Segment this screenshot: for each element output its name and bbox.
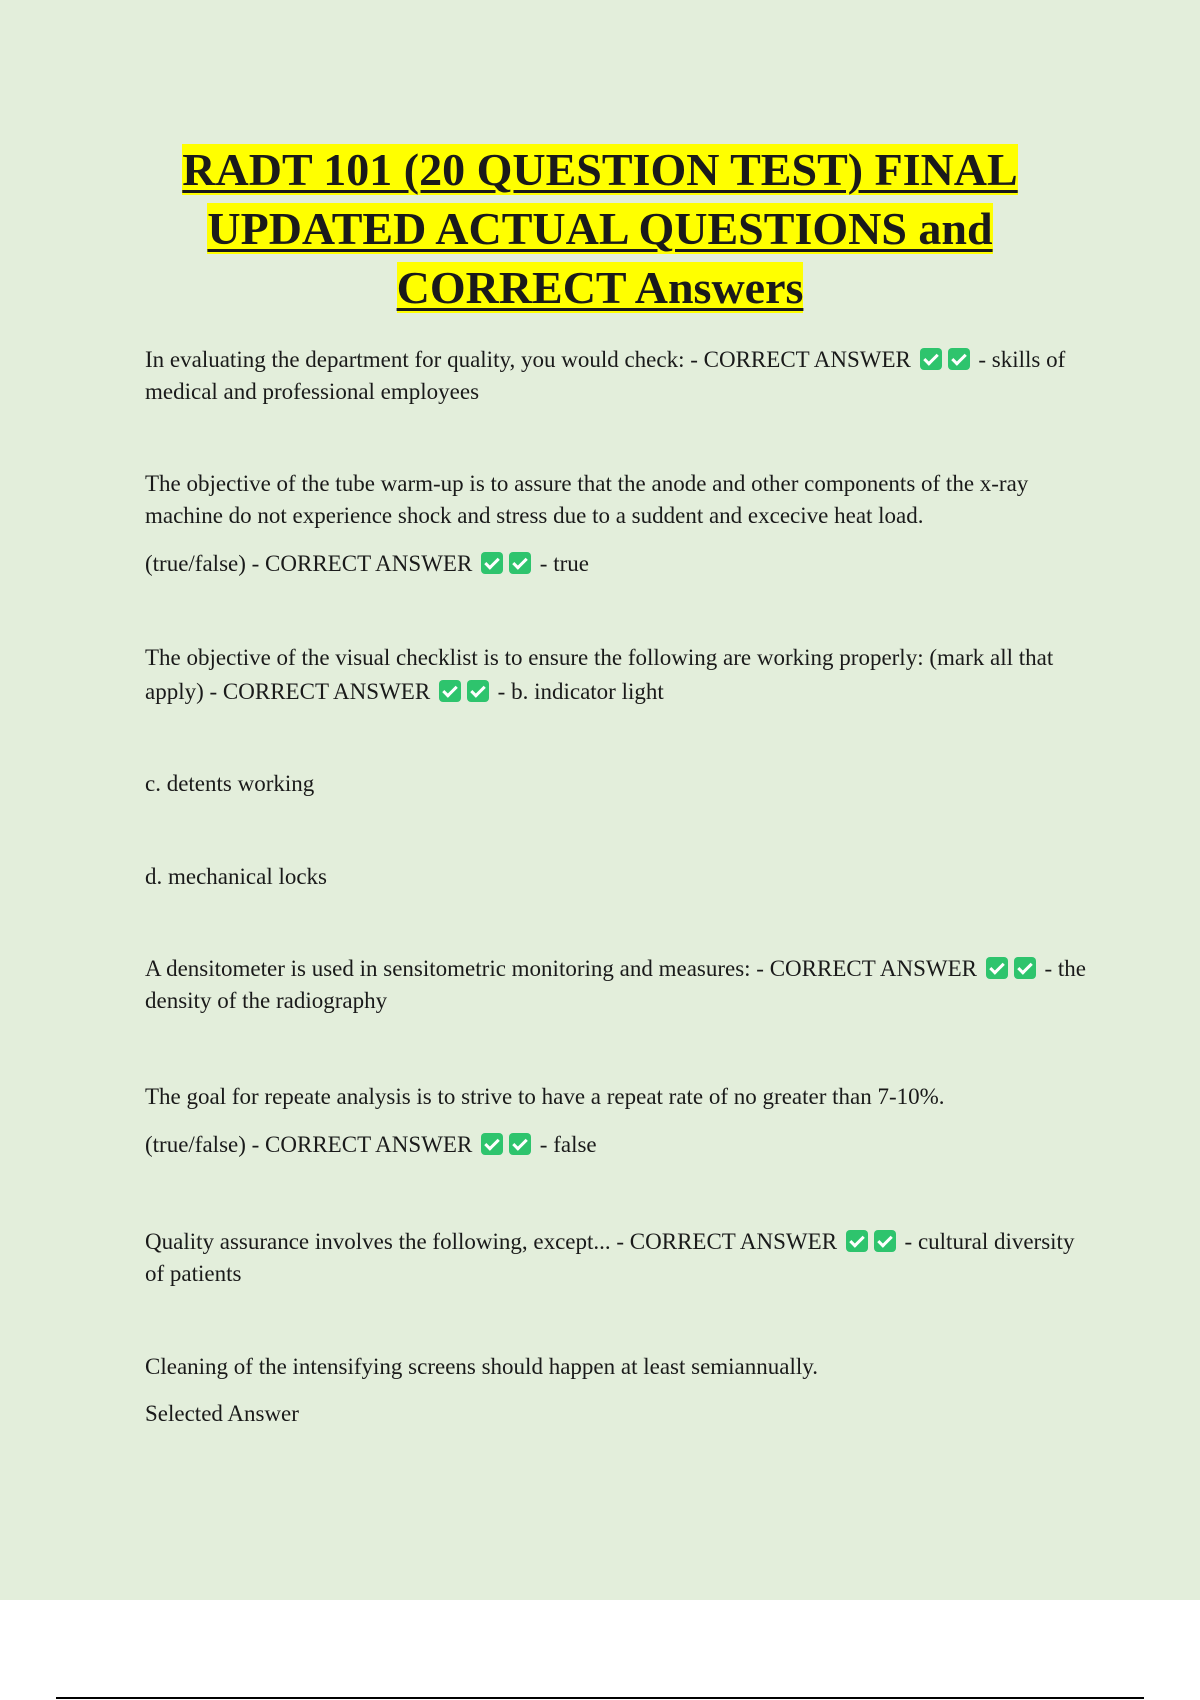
check-box-icon	[846, 1230, 868, 1252]
check-box-icon	[439, 680, 461, 702]
question-3	[145, 641, 1090, 709]
question-2-answer: - true	[539, 551, 589, 576]
question-2	[145, 548, 1090, 580]
check-box-icon	[920, 348, 942, 370]
page-title	[100, 140, 1100, 317]
question-2-statement: The objective of the tube warm-up is to assure that the anode and other components of the x-ray machine do not experience shock and stress due to a suddent and excecive heat load.	[145, 471, 1029, 528]
question-6-prompt: Quality assurance involves the following, except... - CORRECT ANSWER	[145, 1229, 838, 1254]
question-1-prompt: In evaluating the department for quality, you would check: - CORRECT ANSWER	[145, 347, 911, 372]
footer-divider	[56, 1697, 1144, 1699]
question-6-answer: - cultural diversity of patients	[145, 1229, 1075, 1286]
question-5-prompt: (true/false) - CORRECT ANSWER	[145, 1132, 473, 1157]
title-line-3: CORRECT Answers	[396, 262, 804, 313]
question-5-statement: The goal for repeate analysis is to strive to have a repeat rate of no greater than 7-10%.	[145, 1084, 945, 1109]
check-box-icon	[481, 552, 503, 574]
question-3-prompt: The objective of the visual checklist is to ensure the following are working properly: (mark all that apply) - CORRECT ANSWER	[145, 645, 1054, 704]
check-box-icon	[1014, 957, 1036, 979]
check-box-icon	[509, 552, 531, 574]
check-box-icon	[986, 957, 1008, 979]
question-4-answer: - the density of the radiography	[145, 956, 1086, 1013]
question-4-prompt: A densitometer is used in sensitometric monitoring and measures: - CORRECT ANSWER	[145, 956, 977, 981]
question-7-statement: Cleaning of the intensifying screens should happen at least semiannually.	[145, 1354, 819, 1379]
question-1-answer: - skills of medical and professional employees	[145, 347, 1066, 404]
check-box-icon	[509, 1133, 531, 1155]
question-5	[145, 1129, 1090, 1161]
question-4	[145, 953, 1090, 1017]
question-5-answer: - false	[539, 1132, 597, 1157]
question-3-option-d: d. mechanical locks	[145, 864, 328, 889]
check-box-icon	[948, 348, 970, 370]
question-1	[145, 344, 1090, 408]
title-line-1: RADT 101 (20 QUESTION TEST) FINAL	[182, 144, 1018, 195]
question-6	[145, 1226, 1090, 1290]
check-box-icon	[467, 680, 489, 702]
title-line-2: UPDATED ACTUAL QUESTIONS and	[207, 203, 993, 254]
question-3-option-c: c. detents working	[145, 771, 315, 796]
question-7-selected-answer: Selected Answer	[145, 1401, 299, 1426]
check-box-icon	[874, 1230, 896, 1252]
check-box-icon	[481, 1133, 503, 1155]
question-2-prompt: (true/false) - CORRECT ANSWER	[145, 551, 473, 576]
question-3-answer: - b. indicator light	[497, 679, 664, 704]
